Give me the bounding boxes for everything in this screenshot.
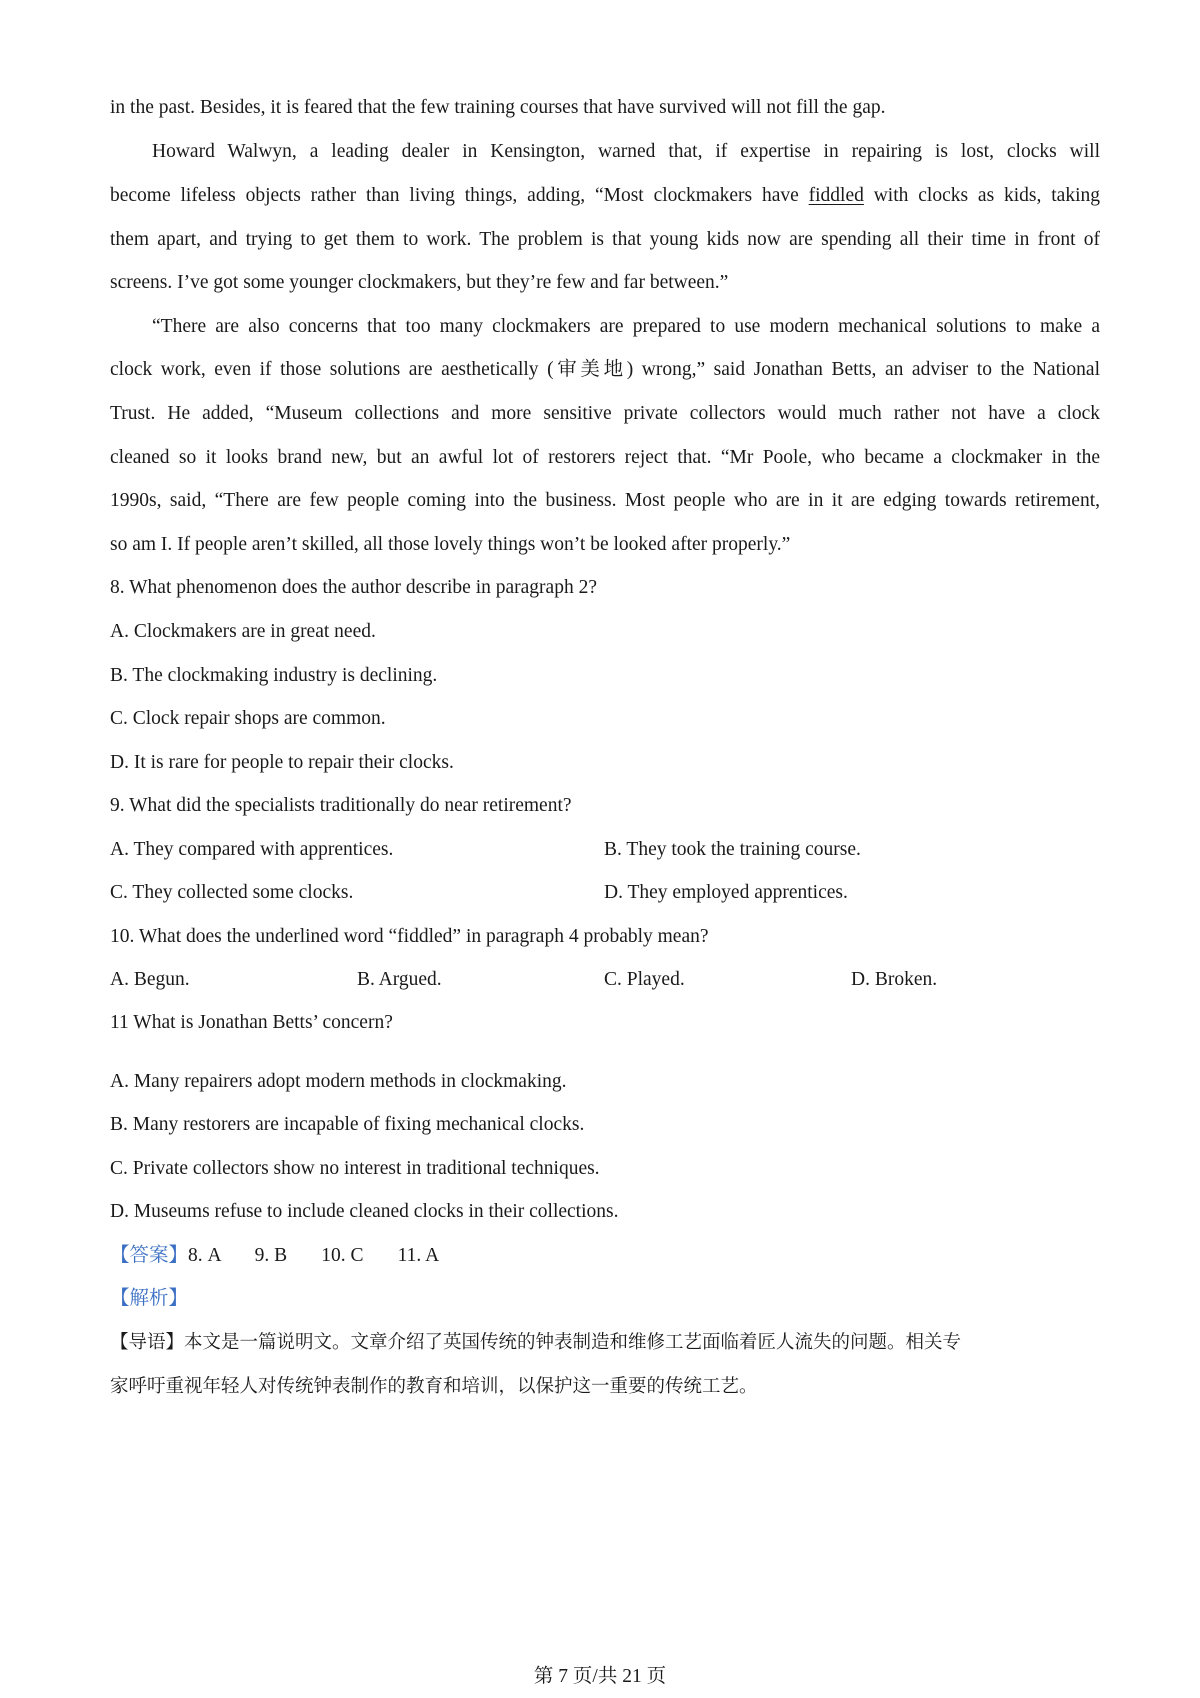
passage-p2-line1: Howard Walwyn, a leading dealer in Kensington, warned that, if expertise in repairing is lost, clocks will: [152, 141, 1100, 162]
question-8-option-a: A. Clockmakers are in great need.: [110, 621, 376, 642]
question-10-option-c: C. Played.: [604, 969, 685, 990]
passage-p2-line3: them apart, and trying to get them to work. The problem is that young kids now are spending all their time in front of: [110, 229, 1100, 250]
question-10-stem: 10. What does the underlined word “fiddled” in paragraph 4 probably mean?: [110, 926, 709, 947]
question-11-option-c: C. Private collectors show no interest in traditional techniques.: [110, 1158, 600, 1179]
page-number: 第 7 页/共 21 页: [533, 1666, 667, 1687]
passage-p3-line5: 1990s, said, “There are few people coming into the business. Most people who are in it are edging towards retirement,: [110, 490, 1100, 511]
passage-p2-line2: [110, 184, 1100, 208]
analysis-label: 【解析】: [110, 1288, 189, 1309]
passage-p2-line2-before: become lifeless objects rather than living things, adding, “Most clockmakers have: [110, 185, 809, 206]
passage-p3-line1: “There are also concerns that too many clockmakers are prepared to use modern mechanical solutions to make a: [152, 316, 1100, 337]
passage-p3-line3: Trust. He added, “Museum collections and more sensitive private collectors would much rather not have a clock: [110, 403, 1100, 424]
question-10-option-a: A. Begun.: [110, 969, 190, 990]
answer-label: 【答案】: [110, 1245, 189, 1266]
question-10-option-d: D. Broken.: [851, 969, 938, 990]
question-8-stem: 8. What phenomenon does the author describe in paragraph 2?: [110, 577, 597, 598]
question-8-option-d: D. It is rare for people to repair their clocks.: [110, 752, 454, 773]
question-10-option-b: B. Argued.: [357, 969, 442, 990]
question-9-stem: 9. What did the specialists traditionally do near retirement?: [110, 795, 572, 816]
question-11-option-b: B. Many restorers are incapable of fixing mechanical clocks.: [110, 1114, 585, 1135]
passage-p1-tail: in the past. Besides, it is feared that the few training courses that have survived will not fill the gap.: [110, 97, 886, 118]
passage-p2-line4: screens. I’ve got some younger clockmakers, but they’re few and far between.”: [110, 272, 729, 293]
question-9-option-c: C. They collected some clocks.: [110, 882, 354, 903]
guide-text-line1: 【导语】本文是一篇说明文。文章介绍了英国传统的钟表制造和维修工艺面临着匠人流失的问题。相关专: [110, 1332, 962, 1353]
passage-p2-line2-after: with clocks as kids, taking: [863, 185, 1100, 206]
underlined-word-fiddled: fiddled: [808, 185, 864, 206]
question-9-option-a: A. They compared with apprentices.: [110, 839, 394, 860]
passage-p3-line6: so am I. If people aren’t skilled, all those lovely things won’t be looked after properly.”: [110, 534, 791, 555]
answer-line: [110, 1244, 1100, 1268]
question-9-option-d: D. They employed apprentices.: [604, 882, 848, 903]
passage-p3-line2: clock work, even if those solutions are aesthetically (审美地) wrong,” said Jonathan Betts, an adviser to the National: [110, 359, 1100, 380]
question-9-option-b: B. They took the training course.: [604, 839, 861, 860]
passage-p3-line4: cleaned so it looks brand new, but an awful lot of restorers reject that. “Mr Poole, who became a clockmaker in the: [110, 447, 1100, 468]
question-11-option-a: A. Many repairers adopt modern methods in clockmaking.: [110, 1071, 567, 1092]
question-8-option-c: C. Clock repair shops are common.: [110, 708, 386, 729]
question-8-option-b: B. The clockmaking industry is declining.: [110, 665, 438, 686]
question-11-stem: 11 What is Jonathan Betts’ concern?: [110, 1012, 393, 1033]
answer-values: 8. A 9. B 10. C 11. A: [188, 1245, 440, 1266]
guide-text-line2: 家呼吁重视年轻人对传统钟表制作的教育和培训，以保护这一重要的传统工艺。: [110, 1376, 758, 1397]
question-11-option-d: D. Museums refuse to include cleaned clocks in their collections.: [110, 1201, 619, 1222]
